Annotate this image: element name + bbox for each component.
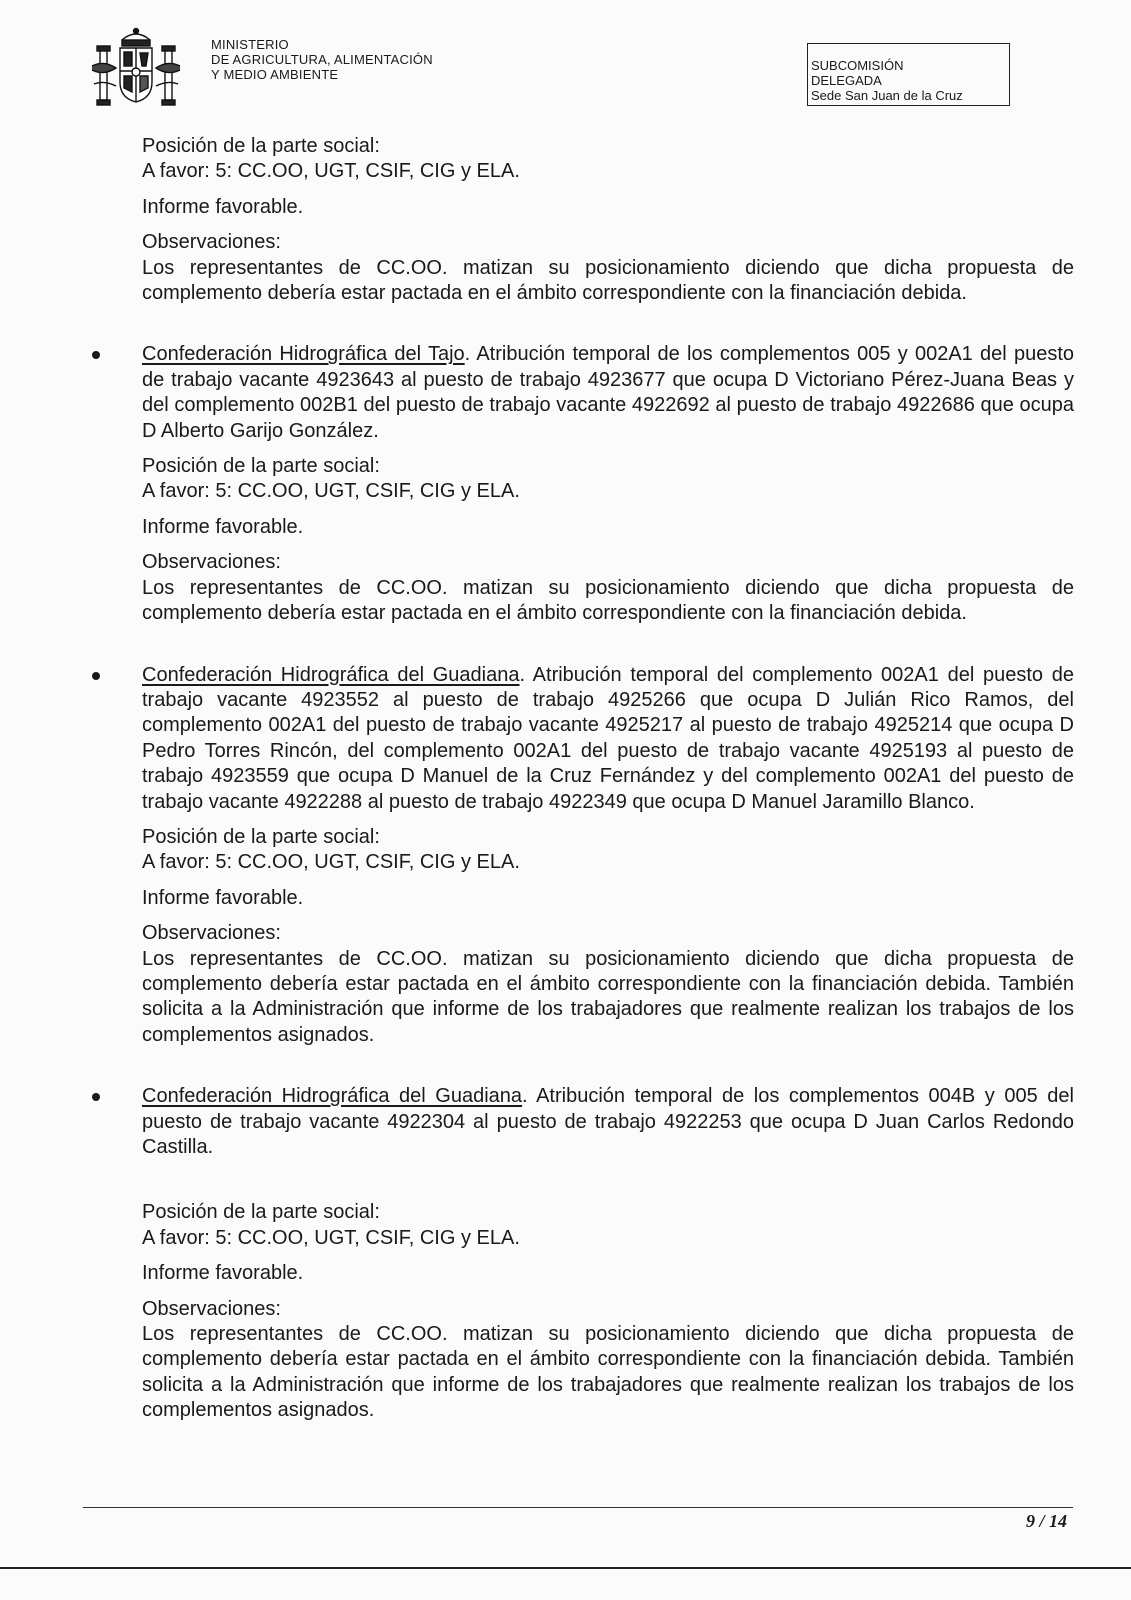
item-description xyxy=(142,342,1074,444)
list-item xyxy=(142,342,1074,626)
subcommission-box xyxy=(807,43,1010,106)
list-item xyxy=(142,663,1074,1049)
observaciones-text: Los representantes de CC.OO. matizan su posicionamiento diciendo que dicha propuesta de complemento debería estar pactada en el ámbito correspondiente con la financiación debida. También solicita a la Administración que informe de los trabajadores que realmente realizan los trabajos de los complementos asignados. xyxy=(142,947,1074,1046)
informe-text: Informe favorable. xyxy=(142,195,304,218)
organization-name: Confederación Hidrográfica del Tajo xyxy=(142,343,465,366)
bullet-icon xyxy=(92,1093,100,1101)
coat-of-arms-icon xyxy=(88,26,184,110)
informe-text: Informe favorable. xyxy=(142,515,304,538)
stamp-line-3: Sede San Juan de la Cruz xyxy=(811,88,963,103)
informe-text: Informe favorable. xyxy=(142,886,304,909)
ministry-line-3: Y MEDIO AMBIENTE xyxy=(211,67,339,82)
intro-block xyxy=(142,134,1074,306)
observaciones-label: Observaciones: xyxy=(142,231,281,254)
posicion-label: Posición de la parte social: xyxy=(142,825,380,848)
footer-divider xyxy=(83,1507,1073,1508)
a-favor-text: A favor: 5: CC.OO, UGT, CSIF, CIG y ELA. xyxy=(142,851,520,874)
document-body xyxy=(142,134,1074,1424)
a-favor-text: A favor: 5: CC.OO, UGT, CSIF, CIG y ELA. xyxy=(142,480,520,503)
ministry-line-1: MINISTERIO xyxy=(211,37,289,52)
stamp-line-1: SUBCOMISIÓN xyxy=(811,58,904,73)
observaciones-label: Observaciones: xyxy=(142,922,281,945)
posicion-label: Posición de la parte social: xyxy=(142,1201,380,1224)
informe-text: Informe favorable. xyxy=(142,1262,304,1285)
observaciones-text: Los representantes de CC.OO. matizan su posicionamiento diciendo que dicha propuesta de complemento debería estar pactada en el ámbito correspondiente con la financiación debida. xyxy=(142,256,1074,305)
stamp-line-2: DELEGADA xyxy=(811,73,882,88)
page-number: 9 / 14 xyxy=(1026,1511,1068,1531)
a-favor-text: A favor: 5: CC.OO, UGT, CSIF, CIG y ELA. xyxy=(142,160,520,183)
item-description xyxy=(142,1084,1074,1160)
observaciones-text: Los representantes de CC.OO. matizan su posicionamiento diciendo que dicha propuesta de complemento debería estar pactada en el ámbito correspondiente con la financiación debida. También solicita a la Administración que informe de los trabajadores que realmente realizan los trabajos de los complementos asignados. xyxy=(142,1323,1074,1422)
ministry-name xyxy=(211,37,433,82)
list-item xyxy=(142,1084,1074,1423)
page-bottom-line xyxy=(0,1567,1131,1569)
observaciones-label: Observaciones: xyxy=(142,1297,281,1320)
organization-name: Confederación Hidrográfica del Guadiana xyxy=(142,663,520,686)
item-description xyxy=(142,663,1074,815)
ministry-line-2: DE AGRICULTURA, ALIMENTACIÓN xyxy=(211,52,433,67)
posicion-label: Posición de la parte social: xyxy=(142,455,380,478)
observaciones-text: Los representantes de CC.OO. matizan su posicionamiento diciendo que dicha propuesta de complemento debería estar pactada en el ámbito correspondiente con la financiación debida. xyxy=(142,576,1074,625)
organization-name: Confederación Hidrográfica del Guadiana xyxy=(142,1085,523,1108)
item-detail: . Atribución temporal de los complementos 004B y 005 del puesto de trabajo vacante 4922304 al puesto de trabajo 4922253 que ocupa D Juan Carlos Redondo Castilla. xyxy=(142,1085,1074,1158)
bullet-icon xyxy=(92,672,100,680)
bullet-icon xyxy=(92,351,100,359)
item-detail: . Atribución temporal del complemento 002A1 del puesto de trabajo vacante 4923552 al puesto de trabajo 4925266 que ocupa D Julián Rico Ramos, del complemento 002A1 del puesto de trabajo vacante 4925217 al puesto de trabajo 4925214 que ocupa D Pedro Torres Rincón, del complemento 002A1 del puesto de trabajo vacante 4925193 al puesto de trabajo 4923559 que ocupa D Manuel de la Cruz Fernández y del complemento 002A1 del puesto de trabajo vacante 4922288 al puesto de trabajo 4922349 que ocupa D Manuel Jaramillo Blanco. xyxy=(142,663,1075,813)
observaciones-label: Observaciones: xyxy=(142,551,281,574)
a-favor-text: A favor: 5: CC.OO, UGT, CSIF, CIG y ELA. xyxy=(142,1226,520,1249)
posicion-label: Posición de la parte social: xyxy=(142,135,380,157)
item-detail: . Atribución temporal de los complementos 005 y 002A1 del puesto de trabajo vacante 4923643 al puesto de trabajo 4923677 que ocupa D Victoriano Pérez-Juana Beas y del complemento 002B1 del puesto de trabajo vacante 4922692 al puesto de trabajo 4922686 que ocupa D Alberto Garijo González. xyxy=(142,343,1074,442)
